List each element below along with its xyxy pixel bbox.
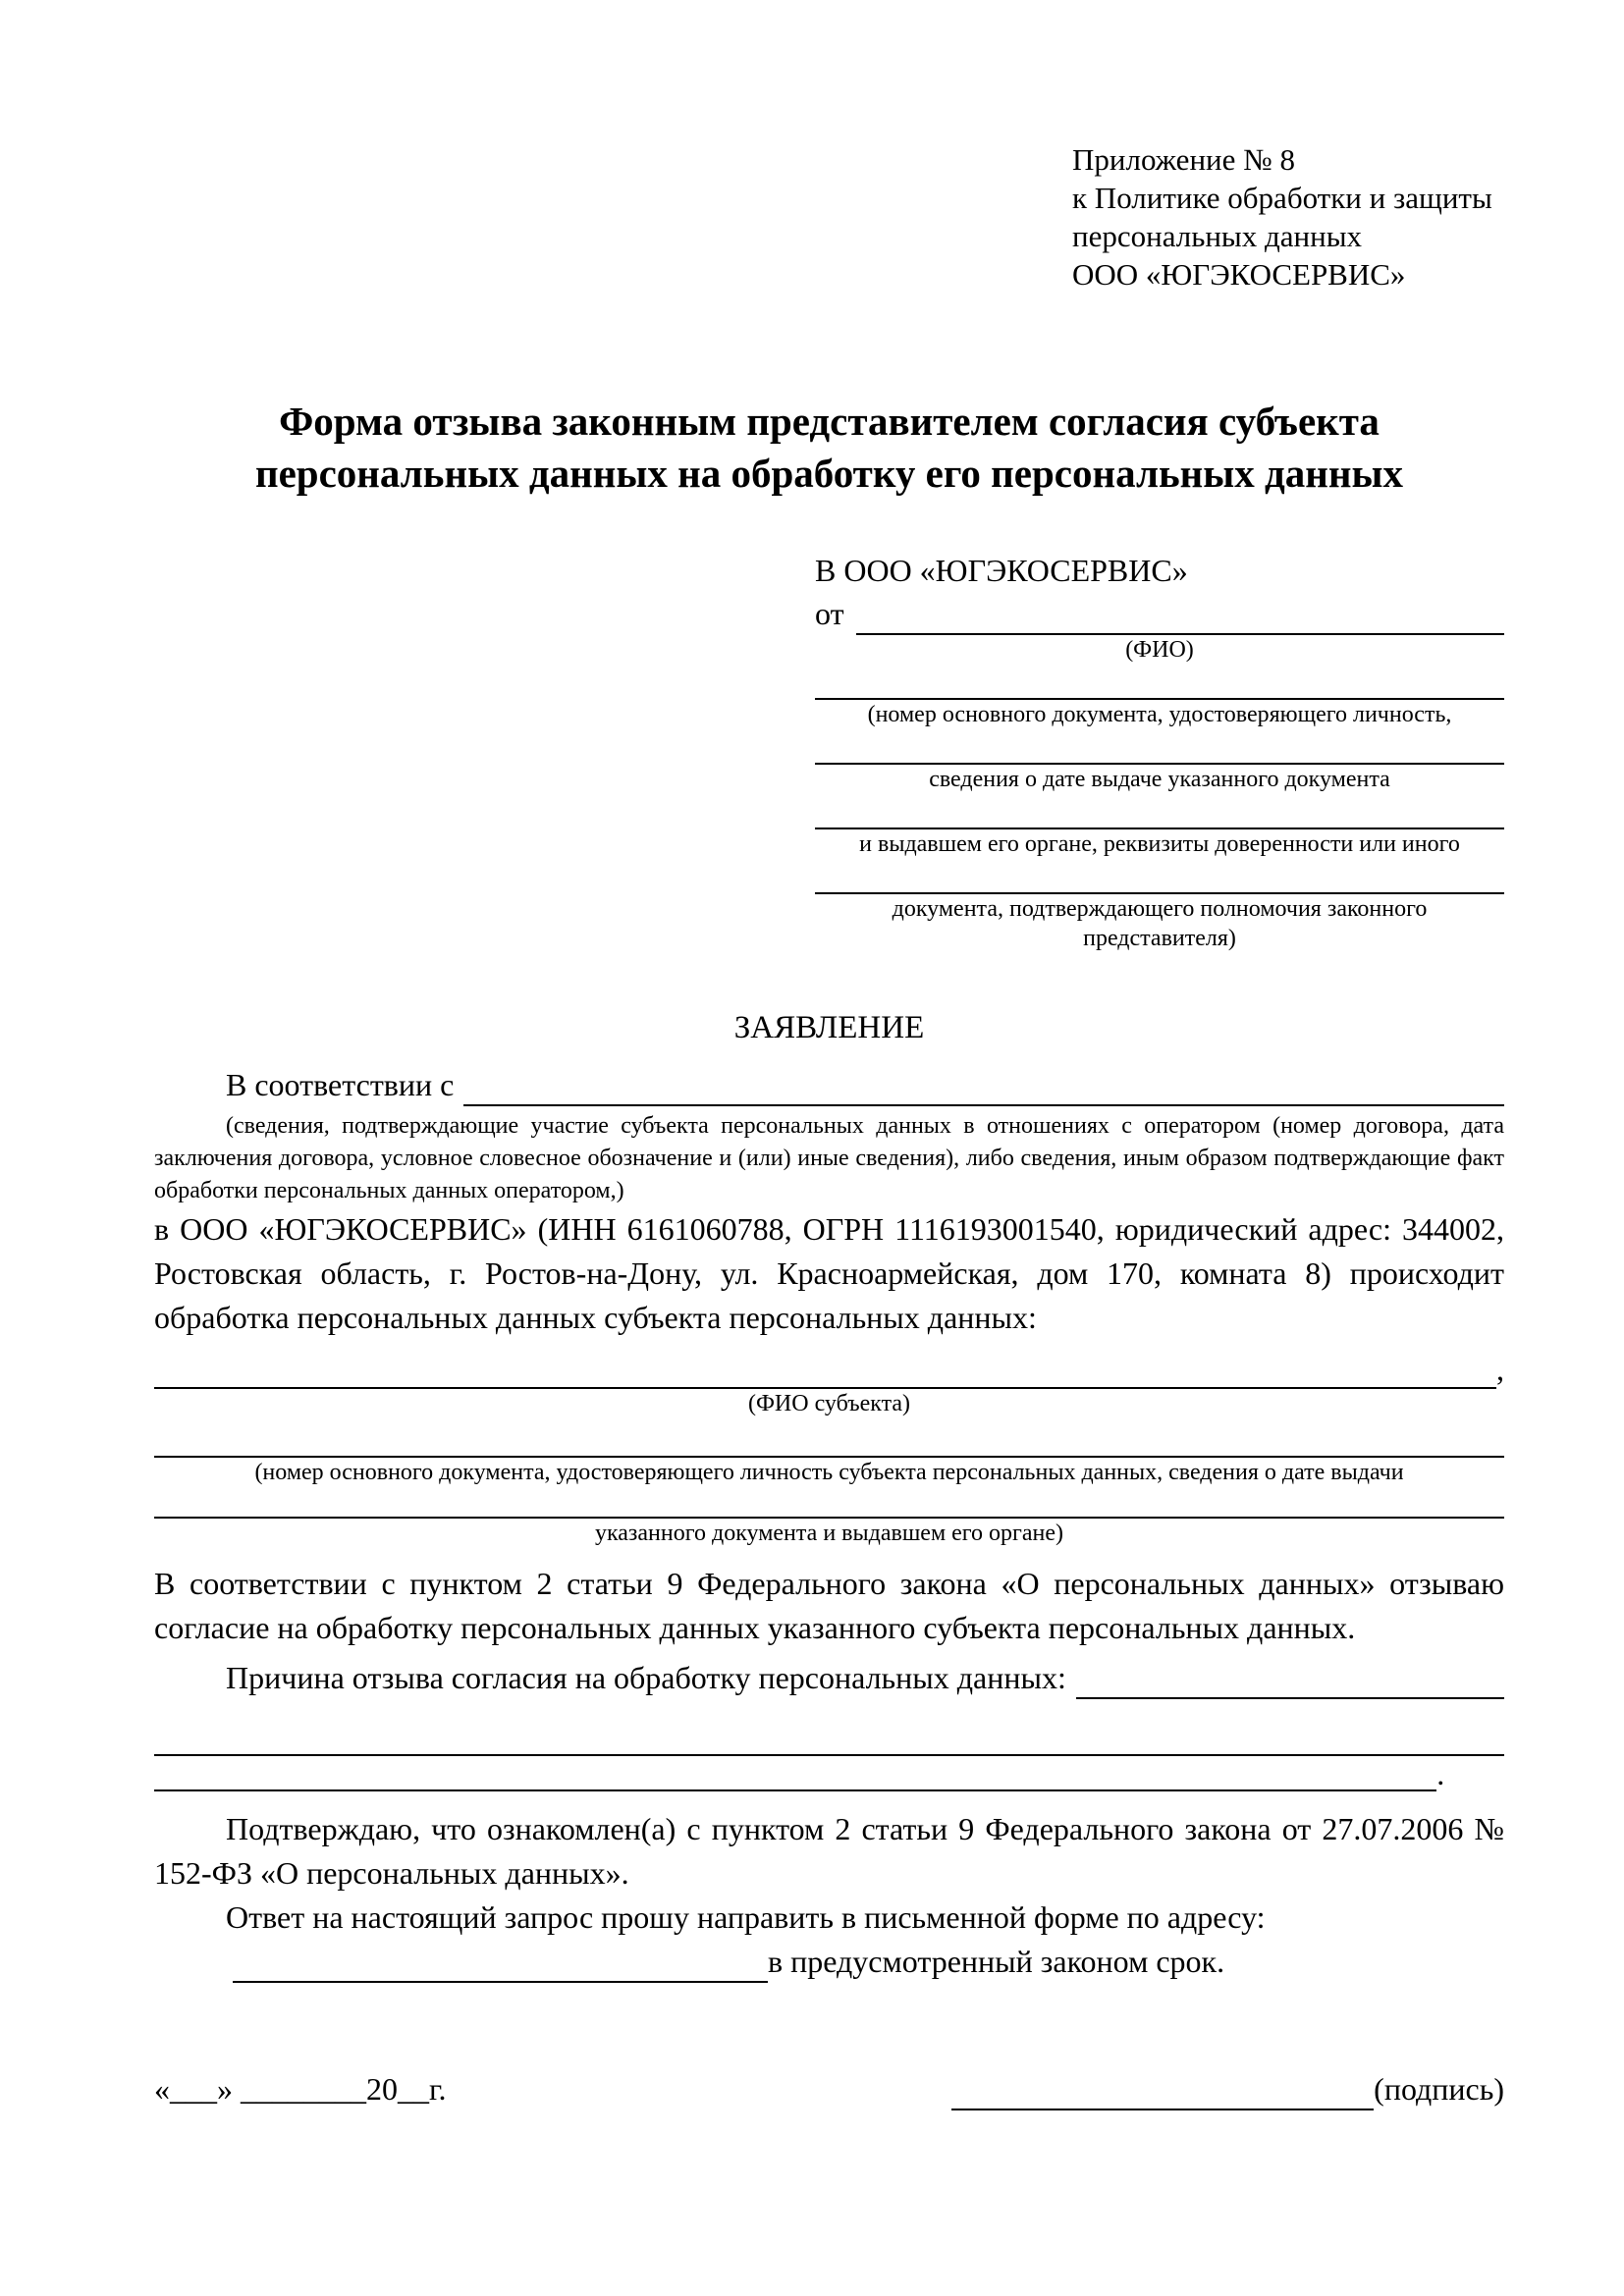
reason-extra-blank-line-1: [154, 1699, 1504, 1756]
id-document-field: [815, 665, 1504, 729]
id-document-caption: (номер основного документа, удостоверяющего личность,: [867, 702, 1452, 727]
representative-authority-field: [815, 859, 1504, 953]
period-text: .: [1436, 1756, 1445, 1791]
operator-paragraph: в ООО «ЮГЭКОСЕРВИС» (ИНН 6161060788, ОГРН 1116193001540, юридический адрес: 344002, Ростовская область, г. Ростов-на-Дону, ул. Красноармейская, дом 170, комната 8) происходит обработка персональных данных субъекта персональных данных:: [154, 1211, 1504, 1335]
representative-authority-caption: документа, подтверждающего полномочия законного представителя): [892, 896, 1428, 951]
subject-document-blank-line-2: [154, 1487, 1504, 1519]
reason-extra-row-2: [154, 1756, 1504, 1791]
reason-extra-blank-line-2: [154, 1756, 1436, 1791]
according-label: В соответствии с: [226, 1067, 455, 1102]
subject-document-field-2: [154, 1487, 1504, 1548]
subject-fio-caption: (ФИО субъекта): [747, 1391, 911, 1416]
reason-row: [154, 1656, 1504, 1699]
fio-caption: (ФИО): [1125, 637, 1194, 663]
from-label: от: [815, 596, 844, 631]
subject-document-blank-line: [154, 1418, 1504, 1458]
confirm-paragraph: Подтверждаю, что ознакомлен(а) с пунктом 2 статьи 9 Федерального закона от 27.07.2006 № 152-ФЗ «О персональных данных».: [154, 1811, 1504, 1891]
issuing-authority-caption: и выдавшем его органе, реквизиты доверенности или иного: [859, 831, 1460, 857]
subject-fio-blank-line: [154, 1348, 1496, 1389]
appendix-line: к Политике обработки и защиты: [1072, 181, 1492, 215]
comma-text: ,: [1496, 1352, 1504, 1387]
issue-date-caption: сведения о дате выдаче указанного документа: [929, 767, 1390, 792]
according-row: [154, 1063, 1504, 1106]
subject-document-caption-bottom: указанного документа и выдавшем его органе): [594, 1521, 1064, 1546]
from-row: [815, 592, 1504, 635]
subject-fio-row: [154, 1348, 1504, 1389]
reason-label: Причина отзыва согласия на обработку персональных данных:: [226, 1660, 1066, 1695]
reason-blank-line: [1076, 1662, 1504, 1699]
from-fio-blank-line: [856, 598, 1504, 635]
subject-document-field: [154, 1418, 1504, 1487]
issue-date-blank-line: [815, 729, 1504, 765]
addressee-to: В ООО «ЮГЭКОСЕРВИС»: [815, 553, 1188, 588]
id-document-blank-line: [815, 665, 1504, 700]
withdraw-paragraph: В соответствии с пунктом 2 статьи 9 Федерального закона «О персональных данных» отзываю согласие на обработку персональных данных указанного субъекта персональных данных.: [154, 1566, 1504, 1645]
issue-date-field: [815, 729, 1504, 794]
appendix-line: Приложение № 8: [1072, 142, 1295, 177]
appendix-block: [1072, 0, 1504, 294]
subject-document-caption-top: (номер основного документа, удостоверяющего личность субъекта персональных данных, сведения о дате выдачи: [254, 1460, 1404, 1485]
document-title: Форма отзыва законным представителем согласия субъекта персональных данных на обработку его персональных данных: [254, 399, 1404, 496]
according-blank-line: [463, 1069, 1504, 1106]
appendix-line: персональных данных: [1072, 219, 1363, 253]
issuing-authority-blank-line: [815, 794, 1504, 829]
signature-group: [951, 2067, 1504, 2110]
issuing-authority-field: [815, 794, 1504, 859]
addressee-block: [815, 549, 1504, 953]
reply-paragraph: Ответ на настоящий запрос прошу направить в письменной форме по адресу:: [226, 1899, 1266, 1935]
signature-caption: (подпись): [1374, 2071, 1504, 2107]
reply-tail: в предусмотренный законом срок.: [768, 1944, 1225, 1979]
reply-address-row: [154, 1940, 1504, 1983]
participation-note: (сведения, подтверждающие участие субъекта персональных данных в отношениях с оператором (номер договора, дата заключения договора, условное словесное обозначение и (или) иные сведения), либо сведения, иным образом подтверждающие факт обработки персональных данных оператором,): [154, 1113, 1504, 1203]
statement-heading: ЗАЯВЛЕНИЕ: [733, 1010, 925, 1045]
date-field: «___» ________20__г.: [154, 2071, 447, 2107]
reply-address-blank-line: [233, 1946, 768, 1983]
footer-row: [154, 2067, 1504, 2110]
appendix-line: ООО «ЮГЭКОСЕРВИС»: [1072, 257, 1406, 292]
representative-authority-blank-line: [815, 859, 1504, 894]
signature-blank-line: [951, 2075, 1374, 2110]
